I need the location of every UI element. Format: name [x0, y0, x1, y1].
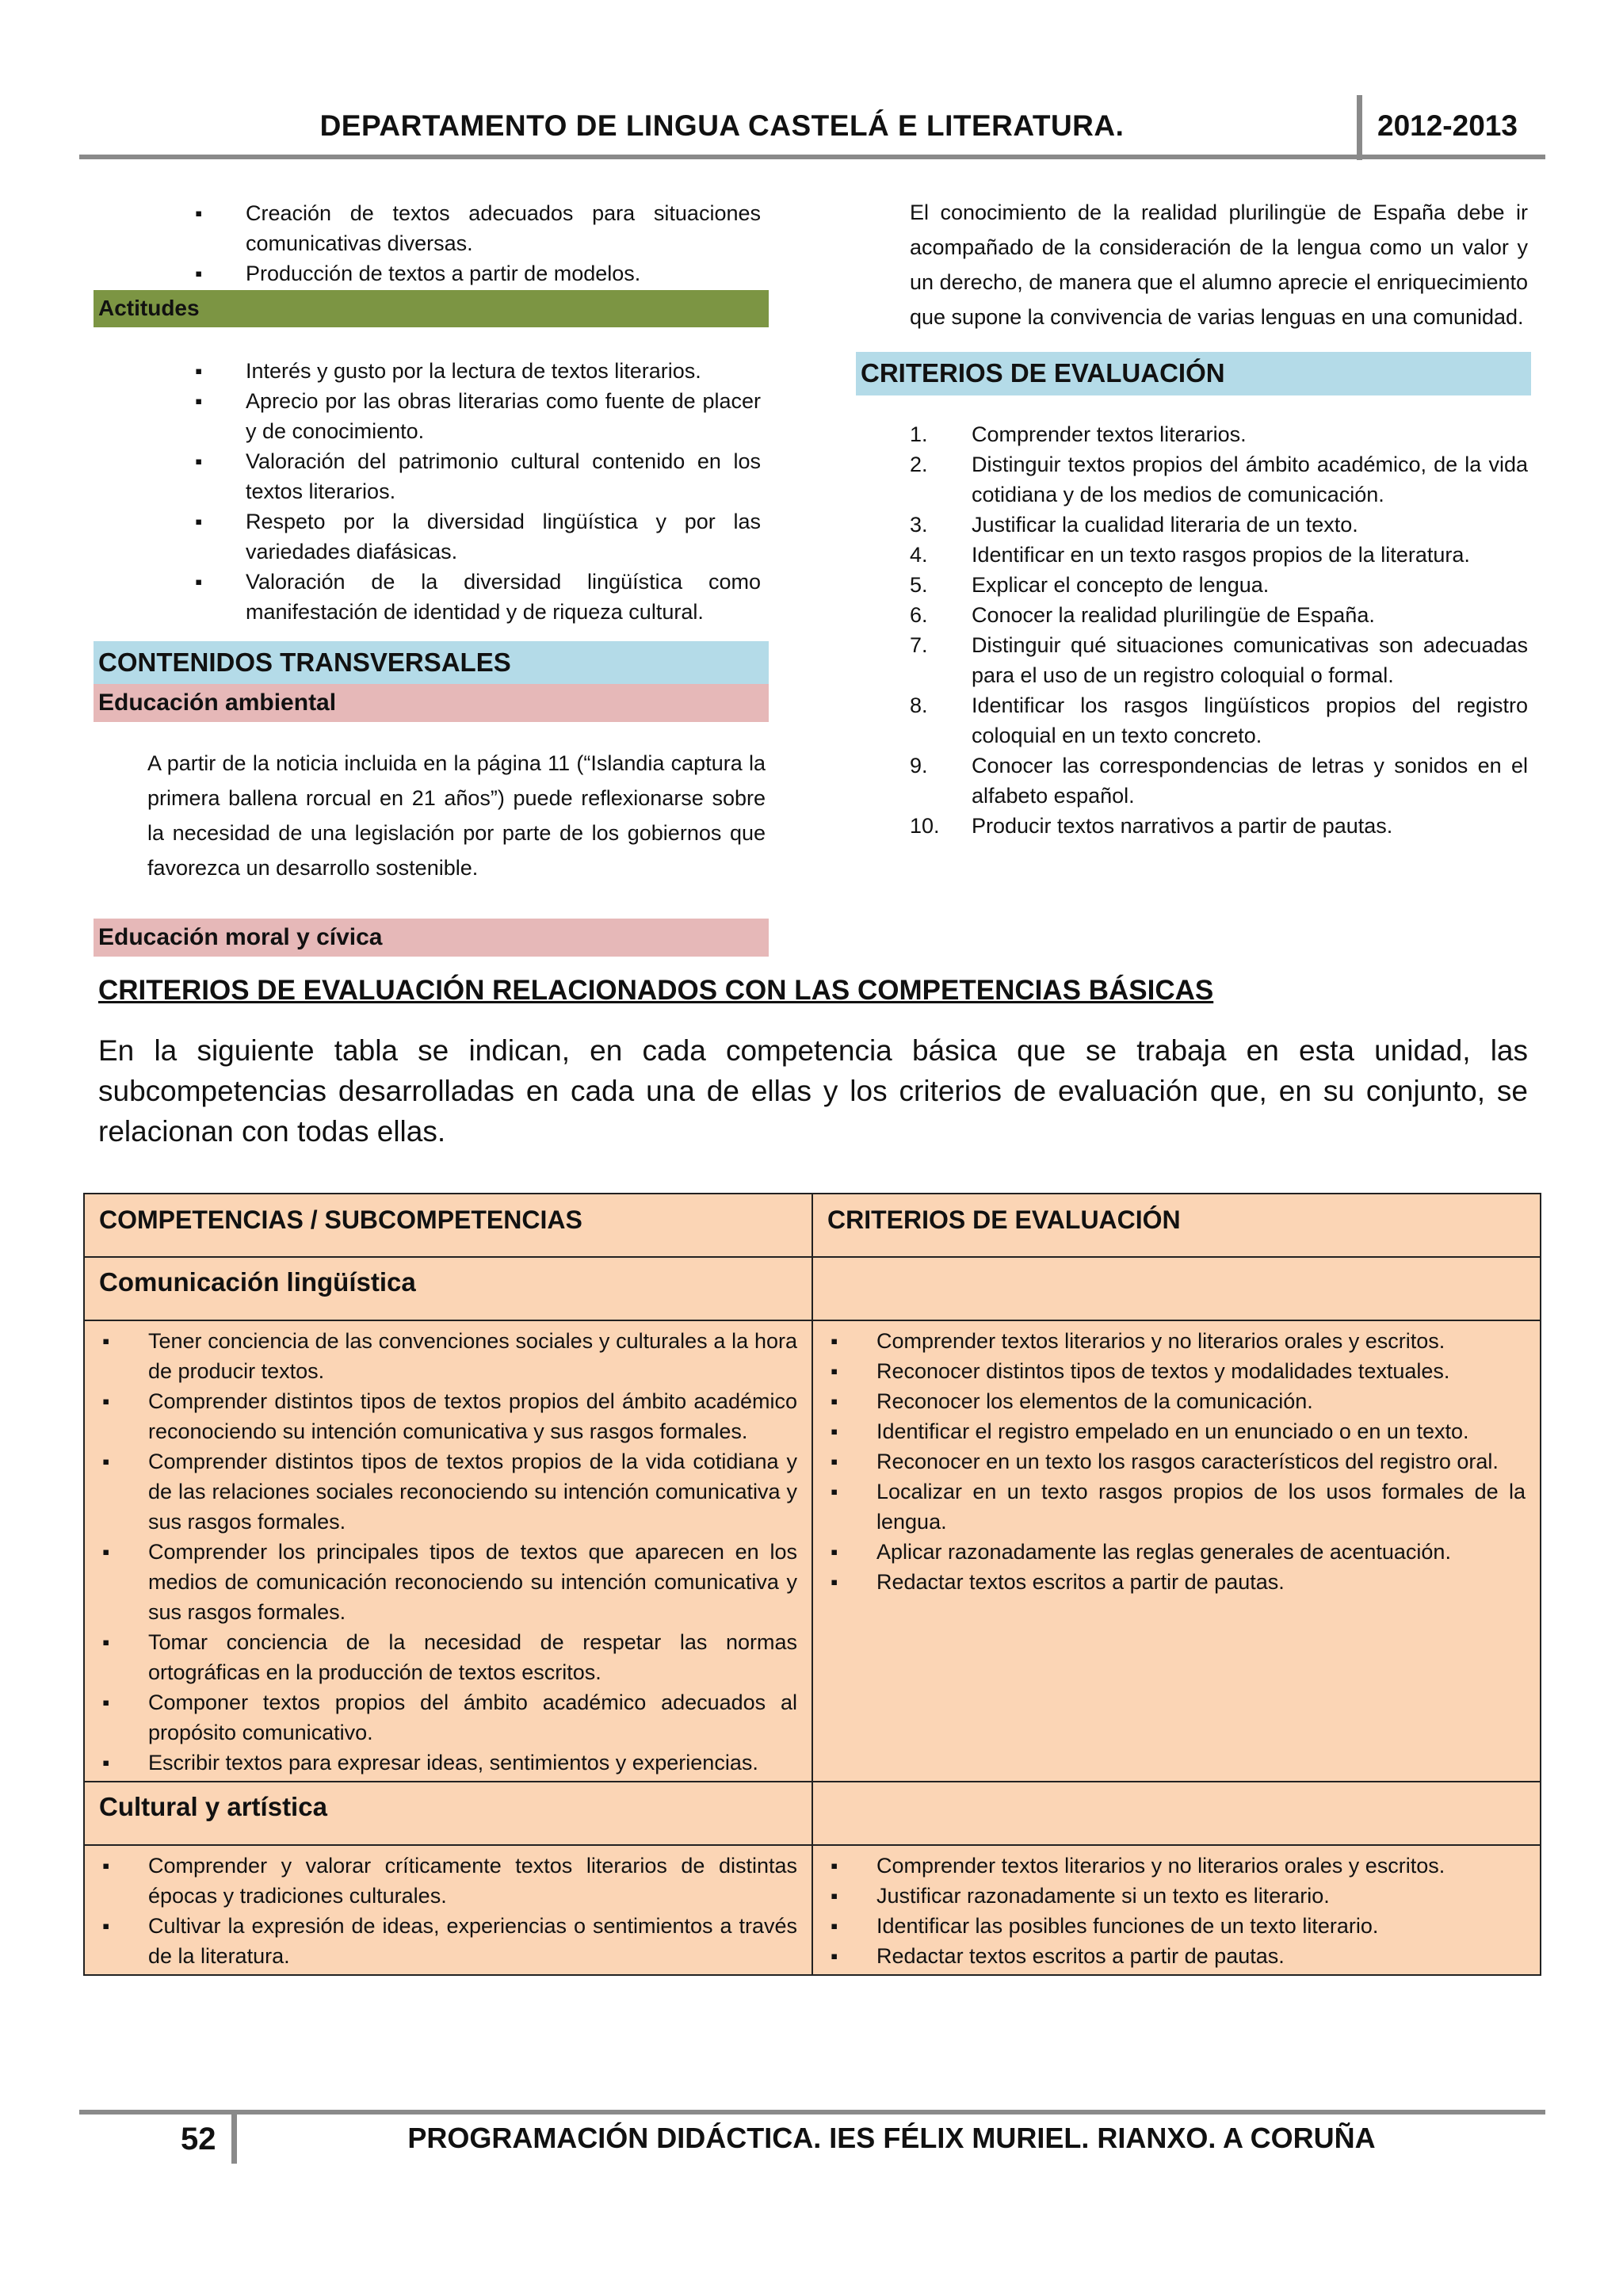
header-rule — [79, 155, 1545, 159]
list-item: ▪ Respeto por la diversidad lingüística y por las variedades diafásicas. — [94, 506, 769, 567]
list-item: ▪ Reconocer distintos tipos de textos y modalidades textuales. — [827, 1356, 1526, 1386]
list-item: ▪ Valoración de la diversidad lingüística como manifestación de identidad y de riqueza cultural. — [94, 567, 769, 627]
header-year: 2012-2013 — [1377, 109, 1518, 142]
list-item: ▪ Reconocer en un texto los rasgos característicos del registro oral. — [827, 1446, 1526, 1477]
table-row — [84, 1845, 1541, 1975]
list-item: 4. Identificar en un texto rasgos propios de la literatura. — [910, 543, 1470, 567]
list-item: ▪ Reconocer los elementos de la comunicación. — [827, 1386, 1526, 1416]
transversal-heading: CONTENIDOS TRANSVERSALES — [94, 641, 769, 684]
criteria-cell — [812, 1845, 1541, 1975]
list-item: ▪ Comprender textos literarios y no literarios orales y escritos. — [827, 1326, 1526, 1356]
list-item: ▪ Cultivar la expresión de ideas, experiencias o sentimientos a través de la literatura. — [99, 1911, 797, 1971]
list-item: 5. Explicar el concepto de lengua. — [910, 573, 1270, 597]
table-section-row — [84, 1257, 1541, 1320]
right-column — [856, 198, 1531, 841]
env-heading: Educación ambiental — [94, 684, 769, 722]
header-divider — [1357, 95, 1362, 160]
list-item: ▪ Comprender distintos tipos de textos propios de la vida cotidiana y de las relaciones sociales reconociendo su intención comunicativa y sus rasgos formales. — [99, 1446, 797, 1537]
list-item: ▪ Comprender los principales tipos de textos que aparecen en los medios de comunicación reconociendo su intención comunicativa y sus rasgos formales. — [99, 1537, 797, 1627]
column-header: COMPETENCIAS / SUBCOMPETENCIAS — [84, 1194, 812, 1257]
list-item: ▪ Justificar razonadamente si un texto es literario. — [827, 1881, 1526, 1911]
footer-divider — [231, 2115, 237, 2164]
section-intro: En la siguiente tabla se indican, en cada competencia básica que se trabaja en esta unidad, las subcompetencias desarrolladas en cada una de ellas y los criterios de evaluación que, en su conjunto, se relacionan con todas ellas. — [98, 1034, 1528, 1148]
list-item: ▪ Aprecio por las obras literarias como fuente de placer y de conocimiento. — [94, 386, 769, 446]
env-text: A partir de la noticia incluida en la página 11 (“Islandia captura la primera ballena rorcual en 21 años”) puede reflexionarse sobre la necesidad de una legislación por parte de los gobiernos que favorezca un desarrollo sostenible. — [147, 751, 766, 880]
list-item: ▪ Tener conciencia de las convenciones sociales y culturales a la hora de producir textos. — [99, 1326, 797, 1386]
column-header: CRITERIOS DE EVALUACIÓN — [812, 1194, 1541, 1257]
competencies-table — [83, 1193, 1541, 1976]
list-item: ▪ Comprender textos literarios y no literarios orales y escritos. — [827, 1851, 1526, 1881]
subcompetencies-cell — [84, 1320, 812, 1782]
list-item: ▪ Redactar textos escritos a partir de pautas. — [827, 1941, 1526, 1971]
plurilingual-paragraph: El conocimiento de la realidad plurilingüe de España debe ir acompañado de la consideración de la lengua como un valor y un derecho, de manera que el alumno aprecie el enriquecimiento que supone la convivencia de varias lenguas en una comunidad. — [910, 201, 1528, 329]
list-item: ▪ Comprender distintos tipos de textos propios del ámbito académico reconociendo su intención comunicativa y sus rasgos formales. — [99, 1386, 797, 1446]
competency-name: Cultural y artística — [84, 1782, 812, 1845]
list-item: ▪ Redactar textos escritos a partir de pautas. — [827, 1567, 1526, 1597]
criteria-cell — [812, 1320, 1541, 1782]
criteria-list — [856, 419, 1531, 841]
list-item: ▪ Creación de textos adecuados para situaciones comunicativas diversas. — [94, 198, 769, 258]
footer-rule — [79, 2110, 1545, 2115]
attitudes-list — [94, 356, 769, 627]
footer-text: PROGRAMACIÓN DIDÁCTICA. IES FÉLIX MURIEL. RIANXO. A CORUÑA — [407, 2122, 1376, 2154]
moral-heading: Educación moral y cívica — [94, 919, 769, 957]
list-item: ▪ Interés y gusto por la lectura de textos literarios. — [94, 356, 769, 386]
list-item: ▪ Valoración del patrimonio cultural contenido en los textos literarios. — [94, 446, 769, 506]
list-item: 9. Conocer las correspondencias de letras y sonidos en el alfabeto español. — [910, 754, 1528, 808]
list-item: 8. Identificar los rasgos lingüísticos propios del registro coloquial en un texto concreto. — [910, 693, 1528, 747]
left-column — [94, 198, 769, 957]
list-item: ▪ Comprender y valorar críticamente textos literarios de distintas épocas y tradiciones culturales. — [99, 1851, 797, 1911]
list-item: ▪ Localizar en un texto rasgos propios de los usos formales de la lengua. — [827, 1477, 1526, 1537]
table-row — [84, 1320, 1541, 1782]
empty-cell — [812, 1782, 1541, 1845]
list-item: ▪ Identificar el registro empelado en un enunciado o en un texto. — [827, 1416, 1526, 1446]
empty-cell — [812, 1257, 1541, 1320]
list-item: 7. Distinguir qué situaciones comunicativas son adecuadas para el uso de un registro coloquial o formal. — [910, 633, 1528, 687]
list-item: ▪ Escribir textos para expresar ideas, sentimientos y experiencias. — [99, 1748, 797, 1778]
competency-name: Comunicación lingüística — [84, 1257, 812, 1320]
procedures-list — [94, 198, 769, 288]
list-item: ▪ Tomar conciencia de la necesidad de respetar las normas ortográficas en la producción de textos escritos. — [99, 1627, 797, 1687]
table-header-row — [84, 1194, 1541, 1257]
subcompetencies-cell — [84, 1845, 812, 1975]
page-number: 52 — [181, 2122, 216, 2157]
list-item: 1. Comprender textos literarios. — [910, 422, 1247, 446]
header-title: DEPARTAMENTO DE LINGUA CASTELÁ E LITERATURA. — [319, 109, 1125, 142]
list-item: ▪ Identificar las posibles funciones de un texto literario. — [827, 1911, 1526, 1941]
list-item: 3. Justificar la cualidad literaria de un texto. — [910, 513, 1358, 537]
list-item: ▪ Producción de textos a partir de modelos. — [94, 258, 769, 288]
criteria-heading: CRITERIOS DE EVALUACIÓN — [856, 352, 1531, 395]
list-item: 10. Producir textos narrativos a partir de pautas. — [910, 814, 1393, 838]
table-section-row — [84, 1782, 1541, 1845]
section-title: CRITERIOS DE EVALUACIÓN RELACIONADOS CON LAS COMPETENCIAS BÁSICAS — [98, 975, 1214, 1006]
list-item: 2. Distinguir textos propios del ámbito académico, de la vida cotidiana y de los medios de comunicación. — [910, 453, 1528, 506]
list-item: ▪ Aplicar razonadamente las reglas generales de acentuación. — [827, 1537, 1526, 1567]
attitudes-heading: Actitudes — [94, 290, 769, 327]
list-item: ▪ Componer textos propios del ámbito académico adecuados al propósito comunicativo. — [99, 1687, 797, 1748]
list-item: 6. Conocer la realidad plurilingüe de España. — [910, 603, 1375, 627]
